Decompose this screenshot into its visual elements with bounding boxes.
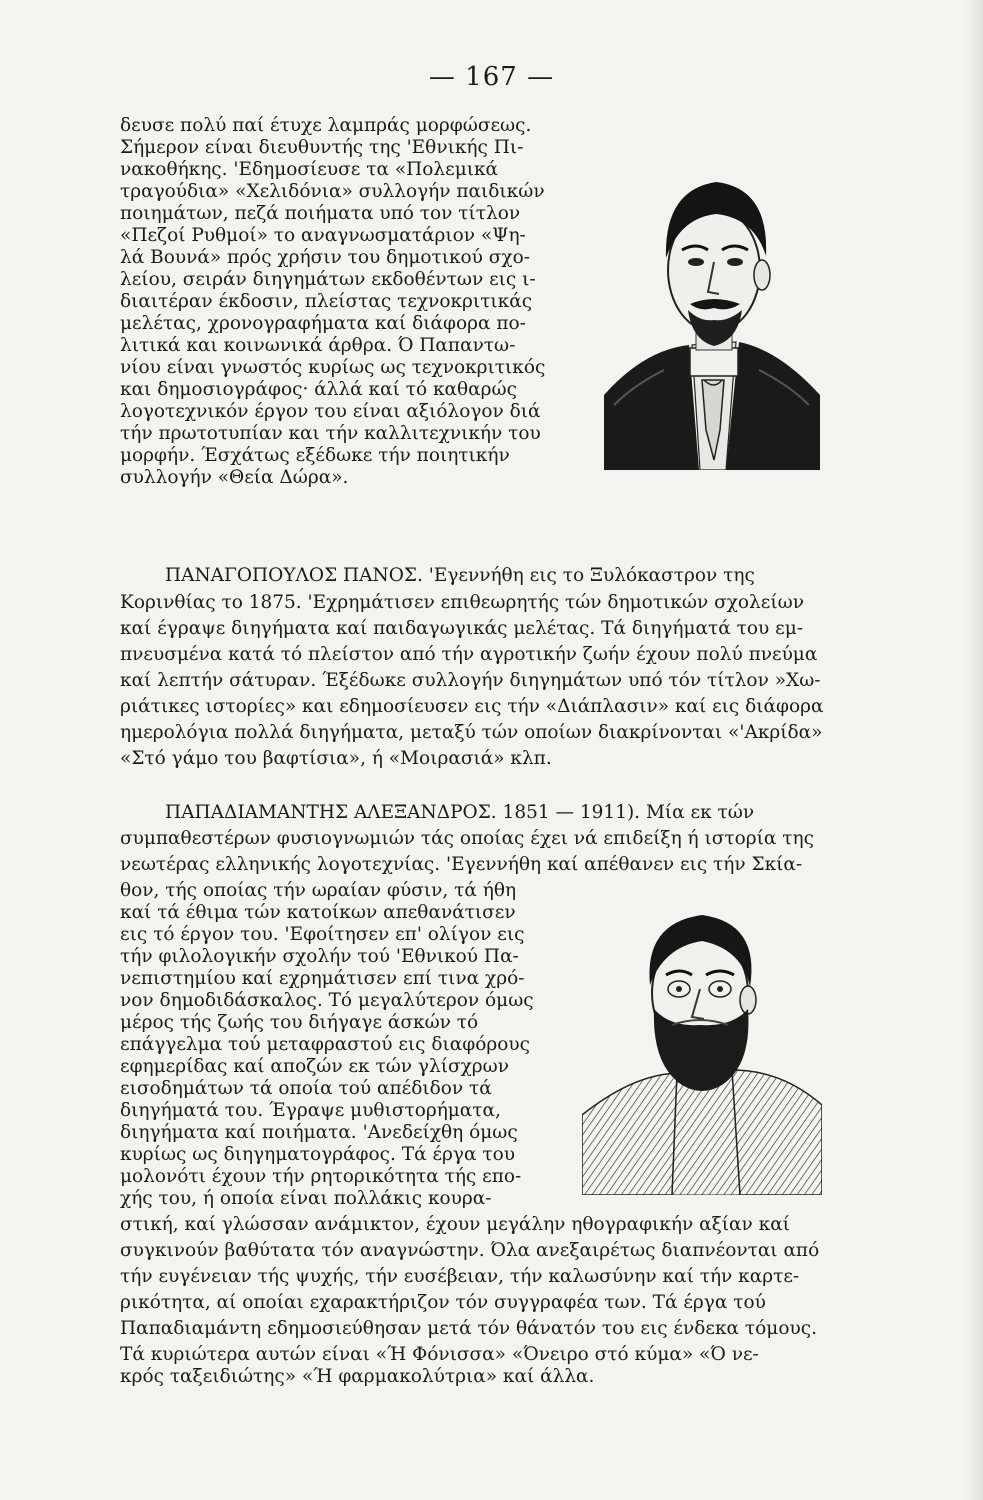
page-edge-shadow [965,0,983,1500]
portrait-papantoniou-image [604,170,820,470]
text-line: νεπιστημίου καί εχρημάτισεν επί τινα χρό- [120,968,525,989]
text-line: «Πεζοί Ρυθμοί» το αναγνωσματάριον «Ψη- [120,225,526,246]
text-line: πνευσμένα κατά τό πλείστον από τήν αγροτικήν ζωήν έχουν πολύ πνεύμα [120,644,818,665]
text-line: θον, τής οποίας τήν ωραίαν φύσιν, τά ήθη [120,880,517,901]
text-line: Παπαδιαμάντη εδημοσιεύθησαν μετά τόν θάνατόν του εις ένδεκα τόμους. [120,1318,817,1339]
text-line: νίου είναι γνωστός κυρίως ως τεχνοκριτικός [120,357,546,378]
text-line: «Στό γάμο του βαφτίσια», ή «Μοιρασιά» κλπ. [120,748,552,769]
text-line: διηγήματά του. Έγραψε μυθιστορήματα, [120,1100,501,1121]
text-line: λείου, σειράν διηγημάτων εκδοθέντων εις ι- [120,269,536,290]
text-line: ποιημάτων, πεζά ποιήματα υπό τον τίτλον [120,203,521,224]
text-line: εφημερίδας καί αποζών εκ τών γλίσχρων [120,1056,510,1077]
portrait-papadiamantis-image [582,905,822,1195]
text-line: κρός ταξειδιώτης» «Ή φαρμακολύτρια» καί άλλα. [120,1366,595,1387]
text-line: τήν πρωτοτυπίαν και τήν καλλιτεχνικήν του [120,423,541,444]
text-line: ημερολόγια πολλά διηγήματα, μεταξύ τών οποίων διακρίνονται «'Ακρίδα» [120,722,823,743]
text-line: καί τά έθιμα τών κατοίκων απεθανάτισεν [120,902,516,923]
text-line: νεωτέρας ελληνικής λογοτεχνίας. 'Εγεννήθη καί απέθανεν εις τήν Σκία- [120,854,803,875]
text-line: λά Βουνά» πρός χρήσιν του δημοτικού σχο- [120,247,531,268]
text-line: τήν ευγένειαν τής ψυχής, τήν ευσέβειαν, τήν καλωσύνην καί τήν καρτε- [120,1266,800,1287]
entry-heading-line: ΠΑΠΑΔΙΑΜΑΝΤΗΣ ΑΛΕΞΑΝΔΡΟΣ. 1851 — 1911). Μία εκ τών [165,802,755,823]
text-line: δευσε πολύ παί έτυχε λαμπράς μορφώσεως. [120,115,532,136]
text-line: και δημοσιογράφος· άλλά καί τό καθαρώς [120,379,518,400]
text-line: νακοθήκης. 'Εδημοσίευσε τα «Πολεμικά [120,159,499,180]
text-line: συλλογήν «Θεία Δώρα». [120,467,349,488]
text-line: κυρίως ως διηγηματογράφος. Τά έργα του [120,1144,515,1165]
text-line: μελέτας, χρονογραφήματα καί διάφορα πο- [120,313,526,334]
text-line: Κορινθίας το 1875. 'Εχρημάτισεν επιθεωρητής τών δημοτικών σχολείων [120,592,804,613]
text-line: στική, καί γλώσσαν ανάμικτον, έχουν μεγάλην ηθογραφικήν αξίαν καί [120,1214,790,1235]
text-line: συμπαθεστέρων φυσιογνωμιών τάς οποίας έχει νά επιδείξη ή ιστορία της [120,828,814,849]
text-line: καί έγραψε διηγήματα καί παιδαγωγικάς μελέτας. Τά διηγήματά του εμ- [120,618,803,639]
text-line: μέρος τής ζωής του διήγαγε άσκών τό [120,1012,479,1033]
text-line: Τά κυριώτερα αυτών είναι «Ή Φόνισσα» «Όνειρο στό κύμα» «Ό νε- [120,1344,759,1365]
text-line: μολονότι έχουν τήν ρητορικότητα τής επο- [120,1166,522,1187]
text-line: επάγγελμα τού μεταφραστού εις διαφόρους [120,1034,531,1055]
text-line: τήν φιλολογικήν σχολήν τού 'Εθνικού Πα- [120,946,519,967]
text-line: διηγήματα καί ποιήματα. 'Ανεδείχθη όμως [120,1122,518,1143]
text-line: εις τό έργον του. 'Εφοίτησεν επ' ολίγον εις [120,924,525,945]
text-line: τραγούδια» «Χελιδόνια» συλλογήν παιδικών [120,181,545,202]
page-number: — 167 — [428,62,555,92]
entry-heading-line: ΠΑΝΑΓΟΠΟΥΛΟΣ ΠΑΝΟΣ. 'Εγεννήθη εις το Ξυλόκαστρον της [165,565,755,586]
text-line: νον δημοδιδάσκαλος. Τό μεγαλύτερον όμως [120,990,534,1011]
text-line: χής του, ή οποία είναι πολλάκις κουρα- [120,1188,492,1209]
text-line: διαιτέραν έκδοσιν, πλείστας τεχνοκριτικάς [120,291,533,312]
text-line: εισοδημάτων τά οποία τού απέδιδον τά [120,1078,492,1099]
text-line: λογοτεχνικόν έργον του είναι αξιόλογον διά [120,401,541,422]
text-line: Σήμερον είναι διευθυντής της 'Εθνικής Πι- [120,137,524,158]
text-line: λιτικά και κοινωνικά άρθρα. Ό Παπαντω- [120,335,516,356]
text-line: συγκινούν βαθύτατα τόν αναγνώστην. Όλα ανεξαιρέτως διαπνέονται από [120,1240,820,1261]
text-line: ρικότητα, αί οποίαι εχαρακτήριζον τόν συγγραφέα των. Τά έργα τού [120,1292,766,1313]
text-line: ριάτικες ιστορίες» και εδημοσίευσεν εις τήν «Διάπλασιν» καί εις διάφορα [120,696,824,717]
text-line: μορφήν. Έσχάτως εξέδωκε τήν ποιητικήν [120,445,510,466]
text-line: καί λεπτήν σάτυραν. Έξέδωκε συλλογήν διηγημάτων υπό τόν τίτλον »Χω- [120,670,821,691]
